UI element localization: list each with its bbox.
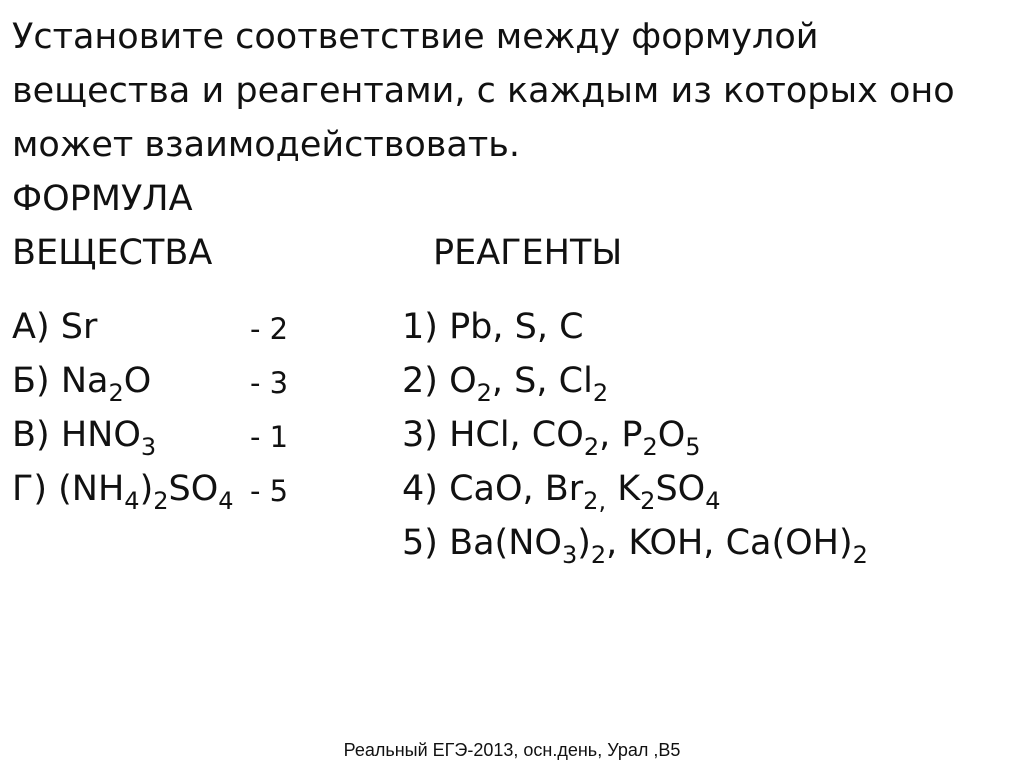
substance-row	[12, 462, 234, 516]
substance-row-label: Г)	[12, 469, 47, 509]
formula-subscript: 4	[705, 487, 721, 515]
formula-header-line: ФОРМУЛА	[12, 179, 193, 219]
formula-subscript: 5	[685, 433, 701, 461]
formula-subscript: 4	[218, 487, 234, 515]
formula	[58, 469, 234, 515]
task-line: может взаимодействовать.	[12, 125, 521, 165]
reagent-row-label: 3)	[402, 415, 438, 455]
reagent-row-label: 4)	[402, 469, 438, 509]
substance-row-label: А)	[12, 307, 50, 347]
formula	[449, 307, 583, 347]
formula-text: K	[606, 469, 641, 509]
formula-subscript: 2	[640, 487, 656, 515]
formula-subscript: 2,	[583, 487, 607, 515]
formula-subscript: 2	[592, 379, 609, 407]
formula-subscript: 2	[583, 433, 600, 461]
formula-text: HCl, CO	[449, 415, 584, 455]
reagent-row	[402, 300, 868, 354]
formula-subscript: 2	[153, 487, 169, 515]
formula	[449, 523, 868, 569]
formula-text: Ba(NO	[449, 523, 562, 563]
formula-header-line: ВЕЩЕСТВА	[12, 233, 213, 273]
formula	[449, 469, 721, 515]
task-line: вещества и реагентами, с каждым из которых оно	[12, 71, 955, 111]
formula	[60, 415, 157, 461]
formula-subscript: 3	[561, 541, 578, 569]
formula-text: )	[577, 523, 591, 563]
formula-text: O	[657, 415, 686, 455]
formula-text: (NH	[58, 469, 125, 509]
formula-header	[12, 172, 212, 280]
formula-subscript: 4	[124, 487, 140, 515]
formula-subscript: 3	[140, 433, 157, 461]
substance-row	[12, 354, 234, 408]
formula-text: , KOH, Ca(OH)	[606, 523, 853, 563]
reagent-row	[402, 462, 868, 516]
reagents-list	[402, 300, 868, 570]
formula	[60, 361, 152, 407]
source-note: Реальный ЕГЭ-2013, осн.день, Урал ,В5	[343, 740, 681, 760]
formula-text: , P	[599, 415, 643, 455]
formula-text: SO	[655, 469, 706, 509]
substance-row	[12, 408, 234, 462]
substance-row	[12, 300, 234, 354]
substance-row-label: В)	[12, 415, 50, 455]
answer-mark: - 3	[250, 366, 289, 400]
formula	[61, 307, 98, 347]
task-line: Установите соответствие между формулой	[12, 17, 819, 57]
reagent-row	[402, 516, 868, 570]
substances-list	[12, 300, 234, 516]
reagent-row	[402, 354, 868, 408]
reagent-row-label: 1)	[402, 307, 438, 347]
formula-subscript: 2	[476, 379, 492, 407]
answer-mark: - 2	[250, 312, 289, 346]
reagent-row	[402, 408, 868, 462]
formula-text: Pb, S, C	[449, 307, 584, 347]
formula-text: O	[449, 361, 477, 401]
answer-mark: - 1	[250, 420, 289, 454]
formula-subscript: 2	[852, 541, 868, 569]
reagent-row-label: 2)	[402, 361, 438, 401]
substance-row-label: Б)	[12, 361, 50, 401]
formula-text: )	[139, 469, 154, 509]
formula-text: Sr	[60, 307, 98, 347]
formula-text: CaO, Br	[449, 469, 584, 509]
task-text	[12, 10, 1012, 172]
formula-text: SO	[168, 469, 219, 509]
formula-text: Na	[60, 361, 109, 401]
formula-text: O	[123, 361, 152, 401]
formula	[449, 361, 609, 407]
reagents-header: РЕАГЕНТЫ	[433, 233, 623, 273]
answer-mark: - 5	[250, 474, 289, 508]
answers-list	[250, 307, 288, 523]
formula-text: HNO	[60, 415, 141, 455]
formula-subscript: 2	[590, 541, 607, 569]
formula-subscript: 2	[642, 433, 658, 461]
formula	[449, 415, 701, 461]
formula-text: , S, Cl	[491, 361, 593, 401]
formula-subscript: 2	[108, 379, 124, 407]
reagent-row-label: 5)	[402, 523, 438, 563]
